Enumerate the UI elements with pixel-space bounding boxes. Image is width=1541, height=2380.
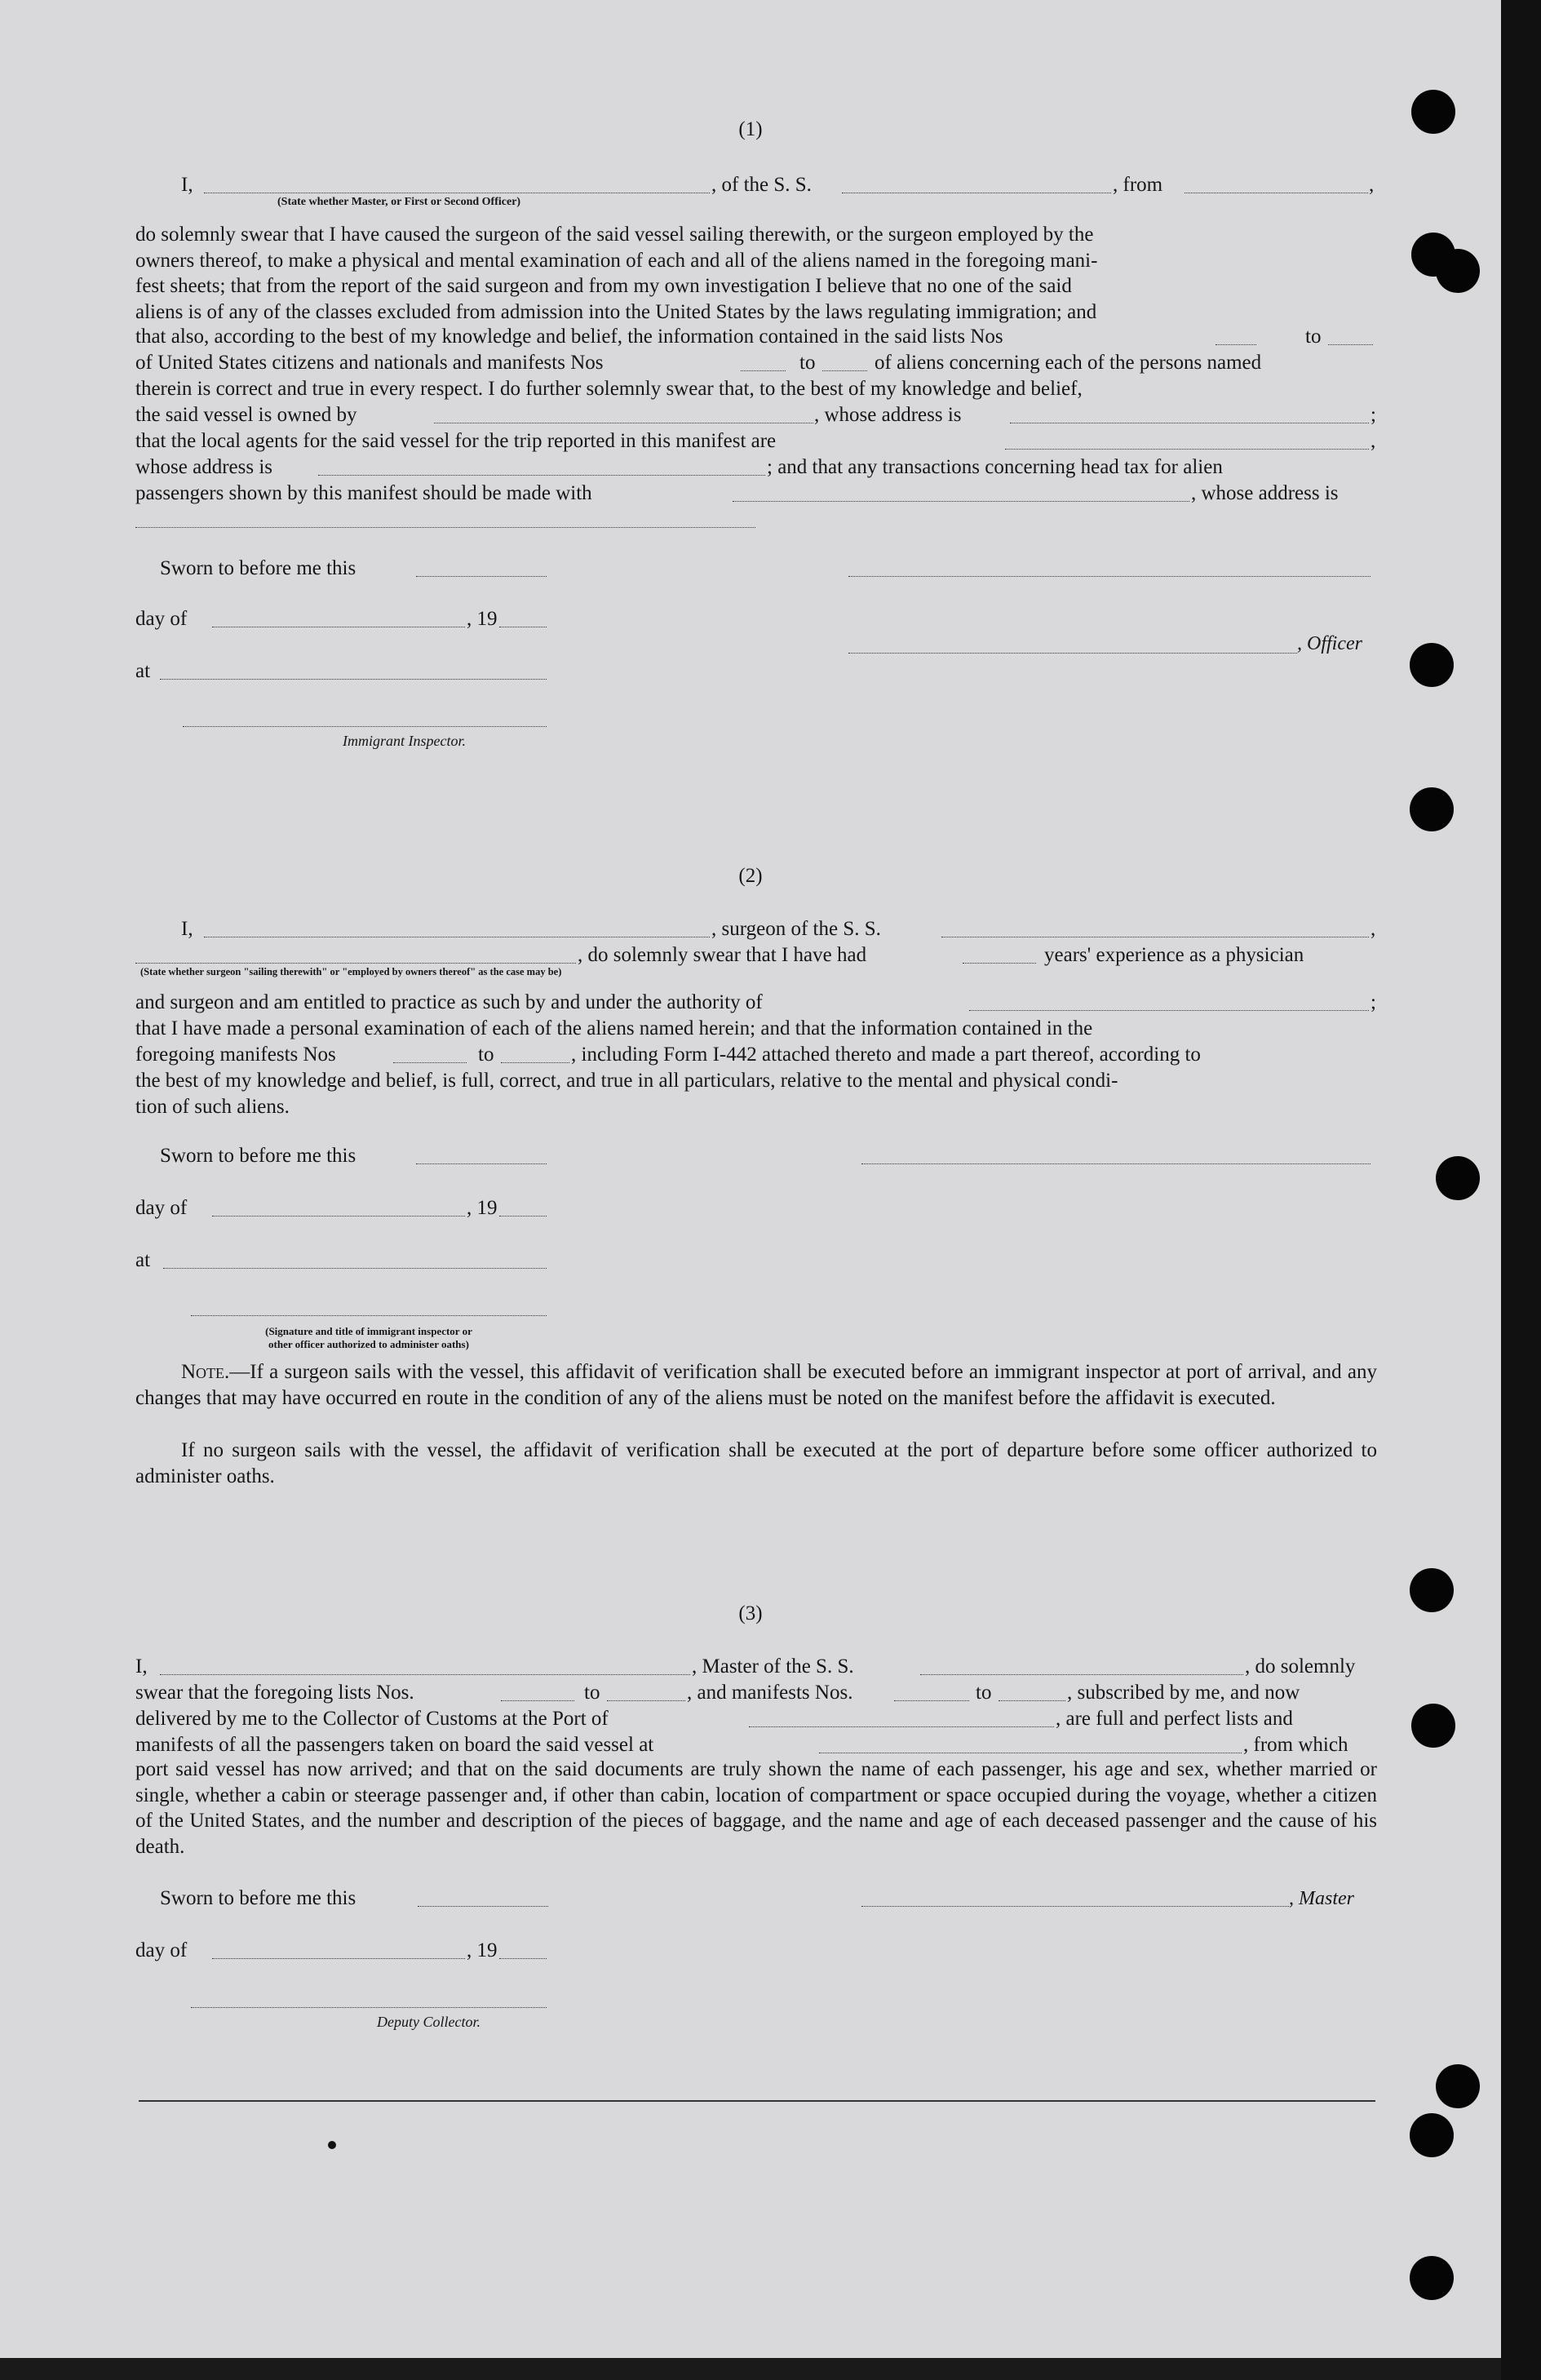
- binder-hole: [1411, 1704, 1455, 1748]
- s2-condition-text: tion of such aliens.: [135, 1096, 290, 1118]
- s1-of-ss-label: , of the S. S.: [711, 174, 812, 196]
- s3-master-name-field[interactable]: [160, 1674, 690, 1675]
- s1-trailing-comma: ,: [1369, 174, 1375, 196]
- s2-signature-caption-1: (Signature and title of immigrant inspector or: [265, 1325, 472, 1337]
- binder-hole: [1436, 1156, 1480, 1200]
- s1-manifests-to: to: [799, 352, 816, 374]
- s1-i-label: I,: [181, 174, 193, 196]
- s3-collector-caption: Deputy Collector.: [377, 2014, 480, 2030]
- s1-manifests-text: of United States citizens and nationals and manifests Nos: [135, 352, 604, 374]
- s2-note-label: Note.: [181, 1361, 230, 1383]
- s1-officer-label: , Officer: [1297, 633, 1362, 654]
- s1-owner-address-label: , whose address is: [814, 404, 962, 426]
- s1-lists-to: to: [1305, 326, 1322, 348]
- s3-manifests-to-field[interactable]: [999, 1700, 1065, 1701]
- s2-trailing-comma: ,: [1371, 918, 1376, 940]
- s1-officer-signature-field[interactable]: [848, 653, 1297, 654]
- s1-inspector-signature-field[interactable]: [183, 726, 547, 727]
- s2-surgeon-signature-field[interactable]: [861, 1163, 1371, 1164]
- s3-manifests-from-field[interactable]: [894, 1700, 969, 1701]
- scan-edge: [1501, 0, 1541, 2380]
- s3-month-field[interactable]: [212, 1958, 465, 1959]
- s3-from-which: , from which: [1243, 1734, 1348, 1756]
- s3-taken-on-board: manifests of all the passengers taken on board the said vessel at: [135, 1734, 654, 1756]
- s1-inspector-caption: Immigrant Inspector.: [343, 733, 466, 749]
- s1-agents-label: that the local agents for the said vessel for the trip reported in this manifest are: [135, 430, 777, 452]
- s1-year-label: , 19: [467, 608, 498, 630]
- s3-collector-signature-field[interactable]: [191, 2007, 547, 2008]
- s2-year-label: , 19: [467, 1197, 498, 1219]
- binder-hole: [1410, 2256, 1454, 2300]
- s1-para-line: aliens is of any of the classes excluded from admission into the United States by the laws regulating immigration; and: [135, 300, 1097, 323]
- s1-at-label: at: [135, 660, 151, 682]
- s3-lists-to-field[interactable]: [607, 1700, 685, 1701]
- s3-lists-to: to: [584, 1682, 600, 1704]
- s2-sworn-date-field[interactable]: [416, 1163, 547, 1164]
- s2-examination-text: that I have made a personal examination of each of the aliens named herein; and that the information contained in the: [135, 1017, 1093, 1039]
- bottom-rule: [139, 2100, 1375, 2102]
- binder-hole: [1411, 90, 1455, 134]
- s2-sworn-label: Sworn to before me this: [160, 1145, 356, 1167]
- s1-sworn-date-field[interactable]: [416, 576, 547, 577]
- s2-belief-text: the best of my knowledge and belief, is full, correct, and true in all particulars, relative to the mental and physical condi-: [135, 1070, 1118, 1092]
- binder-hole: [1410, 787, 1454, 831]
- s3-vessel-name-field[interactable]: [920, 1674, 1243, 1675]
- s1-manifests-from-field[interactable]: [741, 370, 786, 371]
- s3-master-signature-field[interactable]: [861, 1906, 1289, 1907]
- binder-hole: [1410, 643, 1454, 687]
- ink-spot: [328, 2141, 336, 2149]
- s2-surgeon-of-label: , surgeon of the S. S.: [711, 918, 881, 940]
- s2-day-of-label: day of: [135, 1197, 188, 1219]
- s1-further-oath: therein is correct and true in every respect. I do further solemnly swear that, to the best of my knowledge and belief,: [135, 378, 1083, 400]
- section-1-number: (1): [738, 118, 763, 140]
- s3-subscribed-text: , subscribed by me, and now: [1067, 1682, 1300, 1704]
- s1-agents-comma: ,: [1371, 430, 1376, 452]
- s2-inspector-signature-field[interactable]: [191, 1315, 547, 1316]
- s2-month-field[interactable]: [212, 1216, 465, 1217]
- s1-manifests-to-field[interactable]: [822, 370, 867, 371]
- s1-owned-by-label: the said vessel is owned by: [135, 404, 357, 426]
- s1-head-tax-with: passengers shown by this manifest should be made with: [135, 482, 592, 504]
- binder-hole: [1436, 2064, 1480, 2108]
- s1-head-tax-party-field[interactable]: [733, 501, 1189, 502]
- s1-agents-address-label: whose address is: [135, 456, 273, 478]
- s1-manifests-tail: of aliens concerning each of the persons named: [875, 352, 1262, 374]
- section-3-number: (3): [738, 1602, 763, 1624]
- s1-officer-caption: (State whether Master, or First or Second Officer): [277, 196, 521, 208]
- s3-collector-label: delivered by me to the Collector of Customs at the Port of: [135, 1708, 609, 1730]
- s2-manifests-to: to: [478, 1044, 494, 1066]
- section-2-number: (2): [738, 865, 763, 887]
- s3-i-label: I,: [135, 1655, 148, 1678]
- s2-at-label: at: [135, 1249, 151, 1271]
- s1-agents-address-field[interactable]: [318, 475, 765, 476]
- s2-manifests-from-field[interactable]: [393, 1062, 467, 1063]
- s2-authority-semicolon: ;: [1371, 991, 1376, 1013]
- s3-port-field[interactable]: [749, 1726, 1054, 1727]
- s3-perfect-lists: , are full and perfect lists and: [1056, 1708, 1293, 1730]
- s1-sworn-label: Sworn to before me this: [160, 557, 356, 579]
- s2-manifests-label: foregoing manifests Nos: [135, 1044, 336, 1066]
- s3-lists-from-field[interactable]: [501, 1700, 574, 1701]
- s1-lists-from-field[interactable]: [1216, 344, 1256, 345]
- s1-para-line: owners thereof, to make a physical and mental examination of each and all of the aliens named in the foregoing mani-: [135, 249, 1098, 272]
- s2-surgeon-status-field[interactable]: [135, 963, 576, 964]
- s3-day-of-label: day of: [135, 1939, 188, 1961]
- s2-years-field[interactable]: [963, 963, 1036, 964]
- s2-note-paragraph: [135, 1359, 1377, 1411]
- s2-authority-field[interactable]: [969, 1010, 1369, 1011]
- s3-master-label: , Master: [1289, 1888, 1354, 1909]
- s1-head-tax-text: ; and that any transactions concerning head tax for alien: [767, 456, 1223, 478]
- s2-i-label: I,: [181, 918, 193, 940]
- s1-para-line: do solemnly swear that I have caused the surgeon of the said vessel sailing therewith, or the surgeon employed by the: [135, 224, 1094, 246]
- s3-year-field[interactable]: [499, 1958, 547, 1959]
- s2-authority-label: and surgeon and am entitled to practice as such by and under the authority of: [135, 991, 763, 1013]
- s3-year-label: , 19: [467, 1939, 498, 1961]
- s1-head-tax-address-field[interactable]: [135, 527, 755, 528]
- s3-sworn-label: Sworn to before me this: [160, 1887, 356, 1909]
- s1-head-tax-address-label: , whose address is: [1191, 482, 1339, 504]
- s1-from-label: , from: [1113, 174, 1163, 196]
- s1-oath-paragraph: [135, 222, 1375, 325]
- s1-agents-field[interactable]: [1005, 449, 1369, 450]
- s2-note-text: —If a surgeon sails with the vessel, this affidavit of verification shall be executed before an immigrant inspector at port of arrival, and any changes that may have occurred en route in the condition of any of the aliens must be noted on the manifest before the affidavit is executed.: [135, 1361, 1377, 1409]
- s3-manifests-label: , and manifests Nos.: [687, 1682, 853, 1704]
- s3-manifests-to: to: [976, 1682, 992, 1704]
- s1-officer-signature-top[interactable]: [848, 576, 1371, 577]
- s2-solemnly-swear: , do solemnly swear that I have had: [578, 944, 867, 966]
- s1-para-line: fest sheets; that from the report of the said surgeon and from my own investigation I believe that no one of the said: [135, 275, 1072, 297]
- s2-at-place-field[interactable]: [163, 1268, 547, 1269]
- binder-hole: [1436, 249, 1480, 293]
- s3-do-solemnly: , do solemnly: [1245, 1655, 1356, 1678]
- s2-year-field[interactable]: [499, 1216, 547, 1217]
- binder-hole: [1410, 2113, 1454, 2157]
- binder-hole: [1410, 1568, 1454, 1612]
- s2-manifests-to-field[interactable]: [501, 1062, 569, 1063]
- s1-lists-text: that also, according to the best of my knowledge and belief, the information contained in the said lists Nos: [135, 326, 1003, 348]
- s2-form-i442-text: , including Form I-442 attached thereto and made a part thereof, according to: [571, 1044, 1201, 1066]
- s2-surgeon-caption: (State whether surgeon "sailing therewith" or "employed by owners thereof" as the case may be): [140, 966, 562, 977]
- s1-at-place-field[interactable]: [160, 679, 547, 680]
- s3-lists-label: swear that the foregoing lists Nos.: [135, 1682, 414, 1704]
- s1-day-of-label: day of: [135, 608, 188, 630]
- s1-lists-to-field[interactable]: [1328, 344, 1373, 345]
- s3-sworn-date-field[interactable]: [418, 1906, 548, 1907]
- s1-owner-semicolon: ;: [1371, 404, 1376, 426]
- s2-note-2-paragraph: If no surgeon sails with the vessel, the affidavit of verification shall be executed at the port of departure before some officer authorized to administer oaths.: [135, 1439, 1377, 1487]
- s3-master-of-label: , Master of the S. S.: [692, 1655, 854, 1678]
- s3-oath-paragraph: port said vessel has now arrived; and that on the said documents are truly shown the name of each passenger, his age and sex, whether married or single, whether a cabin or steerage passenger and, if other than cabin, location of compartment or space occupied during the voyage, whether a citizen of the United States, and the number and description of the pieces of baggage, and the name and age of each deceased passenger and the cause of his death.: [135, 1758, 1377, 1858]
- s2-years-experience: years' experience as a physician: [1044, 944, 1304, 966]
- s2-signature-caption-2: other officer authorized to administer oaths): [268, 1338, 469, 1350]
